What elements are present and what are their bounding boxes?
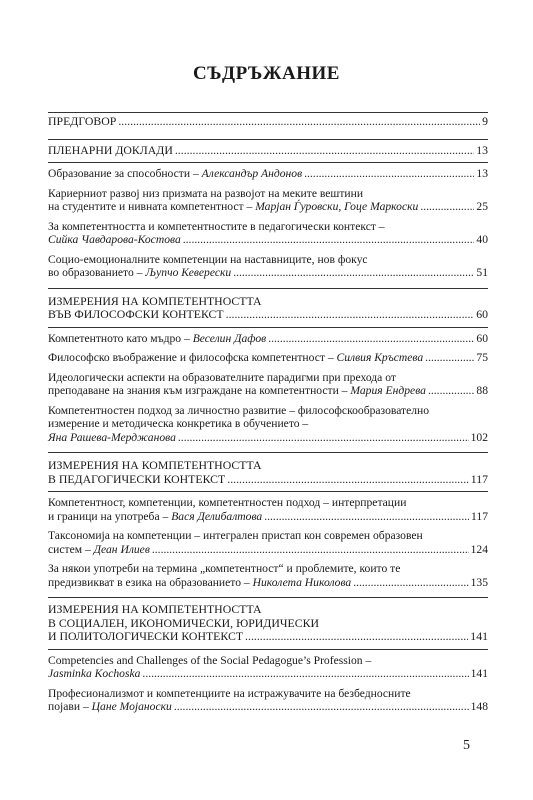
page-ref: 60 <box>476 307 488 321</box>
entry-last-line <box>48 510 488 524</box>
section-heading-row[interactable] <box>48 308 488 322</box>
page-ref: 117 <box>470 471 488 486</box>
toc-entry[interactable] <box>48 332 488 346</box>
section-heading: ПЛЕНАРНИ ДОКЛАДИ <box>48 142 173 157</box>
toc-entry[interactable] <box>48 253 488 280</box>
section-heading: И ПОЛИТОЛОГИЧЕСКИ КОНТЕКСТ <box>48 629 244 643</box>
toc-section <box>48 452 488 589</box>
dot-leader <box>428 384 474 398</box>
section-heading: ИЗМЕРЕНИЯ НА КОМПЕТЕНТНОСТТА <box>48 458 262 472</box>
entry-last-line <box>48 384 488 398</box>
entry-title: Философско въображение и философска компетентност – <box>48 351 337 364</box>
entry-title-line: Професионализмот и компетенциите на истражувачите на безбедносните <box>48 686 411 700</box>
section-heading-row[interactable] <box>48 630 488 644</box>
page-number: 5 <box>463 738 470 753</box>
toc-entry[interactable] <box>48 351 488 365</box>
toc-entry[interactable] <box>48 687 488 714</box>
toc-entry[interactable] <box>48 371 488 398</box>
dot-leader <box>175 144 474 158</box>
entry-last-line <box>48 200 488 214</box>
section-heading-row[interactable] <box>48 144 488 158</box>
entry-author: Jasminka Kochoska <box>48 667 141 680</box>
dot-leader <box>226 308 475 322</box>
page-ref: 124 <box>470 542 488 556</box>
entry-title-line: За някои употреби на термина „компетентност“ и проблемите, които те <box>48 562 401 575</box>
entry-title: систем – <box>48 542 94 556</box>
entry-author: Сийка Чавдарова-Костова <box>48 233 181 246</box>
page-ref: 141 <box>470 667 488 680</box>
section-heading: ВЪВ ФИЛОСОФСКИ КОНТЕКСТ <box>48 307 224 321</box>
page-ref: 75 <box>476 351 488 364</box>
entry-last-line <box>48 431 488 445</box>
entry-title: во образованието – <box>48 266 146 279</box>
dot-leader <box>227 473 468 487</box>
entry-title-text <box>48 351 423 365</box>
section-heading: ИЗМЕРЕНИЯ НА КОМПЕТЕНТНОСТТА <box>48 602 262 616</box>
page-ref: 40 <box>476 233 488 246</box>
section-heading: ИЗМЕРЕНИЯ НА КОМПЕТЕНТНОСТТА <box>48 293 262 308</box>
entry-last-line <box>48 543 488 557</box>
section-divider <box>48 162 488 163</box>
entry-title-text <box>48 543 150 557</box>
entry-title: предизвикват в езика на образованието – <box>48 575 253 589</box>
section-divider <box>48 327 488 328</box>
entry-title: преподаване на знания към изграждане на компетентности – <box>48 384 351 397</box>
page-ref: 25 <box>476 200 488 213</box>
section-divider <box>48 491 488 492</box>
entry-author: Цане Мојаноски <box>91 700 172 713</box>
entry-title: Образование за способности – <box>48 167 202 180</box>
page-ref: 13 <box>476 167 488 180</box>
entry-title: на студентите и нивната компетентност – <box>48 200 256 213</box>
toc-entry[interactable] <box>48 220 488 247</box>
page-ref: 141 <box>470 629 488 643</box>
dot-leader <box>178 431 469 445</box>
entry-title-text <box>48 576 351 590</box>
toc-entry[interactable] <box>48 562 488 589</box>
dot-leader <box>152 543 469 557</box>
entry-author: Яна Рашева-Мерджанова <box>48 430 176 444</box>
entry-author: Марјан Ѓуровски, Гоце Маркоски <box>255 200 419 213</box>
dot-leader <box>245 630 468 644</box>
entry-title-line: Competencies and Challenges of the Social Pedagogue’s Profession – <box>48 653 372 667</box>
entry-last-line <box>48 667 488 681</box>
page-ref: 51 <box>476 266 488 279</box>
entry-author: Силвия Кръстева <box>336 351 424 364</box>
toc-section <box>48 597 488 714</box>
toc-section <box>48 288 488 445</box>
toc-section <box>48 139 488 280</box>
section-heading: В СОЦИАЛЕН, ИКОНОМИЧЕСКИ, ЮРИДИЧЕСКИ <box>48 615 319 630</box>
entry-title-text <box>48 700 172 714</box>
entry-author: Николета Николова <box>252 575 352 589</box>
dot-leader <box>233 266 474 280</box>
entry-title-text <box>48 510 262 524</box>
toc-entry[interactable] <box>48 167 488 181</box>
dot-leader <box>142 667 468 681</box>
dot-leader <box>268 332 474 346</box>
table-of-contents <box>48 112 488 714</box>
entry-title-text <box>48 667 140 681</box>
toc-entry[interactable] <box>48 496 488 523</box>
entry-title-text <box>48 266 231 280</box>
page-ref: 102 <box>470 430 488 444</box>
entry-author: Веселин Дафов <box>192 331 267 345</box>
page-ref: 117 <box>471 509 488 523</box>
dot-leader <box>118 115 480 129</box>
entry-author: Мария Ендрева <box>350 384 426 397</box>
toc-entry[interactable] <box>48 529 488 556</box>
page-title: СЪДРЪЖАНИЕ <box>193 63 340 84</box>
page-ref: 135 <box>470 575 488 589</box>
entry-title-text <box>48 332 266 346</box>
dot-leader <box>264 510 469 524</box>
entry-last-line <box>48 351 488 365</box>
entry-title-text <box>48 233 181 247</box>
entry-title-line: Кариерниот развој низ призмата на развојот на меките вештини <box>48 186 364 200</box>
dot-leader <box>425 351 474 365</box>
toc-entry[interactable] <box>48 187 488 214</box>
page-ref: 88 <box>476 384 488 397</box>
entry-title: појави – <box>48 700 92 713</box>
entry-title-line: Таксономија на компетенции – интегрален пристап кон современ образовен <box>48 529 423 542</box>
entry-title-text <box>48 167 302 181</box>
entry-title-line: Социо-емоционалните компетенции на наставниците, нов фокус <box>48 252 368 266</box>
entry-title-text <box>48 431 176 445</box>
dot-leader <box>353 576 468 590</box>
dot-leader <box>304 167 474 181</box>
entry-title-text <box>48 200 418 214</box>
entry-author: Деан Илиев <box>93 542 150 556</box>
entry-title-line: За компетентността и компетентностите в педагогически контекст – <box>48 219 385 233</box>
dot-leader <box>183 233 475 247</box>
entry-last-line <box>48 233 488 247</box>
section-heading: В ПЕДАГОГИЧЕСКИ КОНТЕКСТ <box>48 471 226 486</box>
toc-entry[interactable] <box>48 404 488 445</box>
toc-section-preface <box>48 112 488 129</box>
page-ref: 148 <box>470 700 488 713</box>
entry-last-line <box>48 576 488 590</box>
toc-entry-preface[interactable] <box>48 115 488 129</box>
entry-author: Александър Андонов <box>201 167 303 180</box>
dot-leader <box>420 200 474 214</box>
section-heading-row[interactable] <box>48 473 488 487</box>
entry-title-line: Идеологически аспекти на образователните парадигми при прехода от <box>48 370 396 384</box>
section-heading: ПРЕДГОВОР <box>48 114 117 128</box>
dot-leader <box>174 700 469 714</box>
entry-last-line <box>48 167 488 181</box>
entry-author: Љупчо Кеверески <box>145 266 232 279</box>
page-ref: 60 <box>476 331 488 345</box>
page-ref: 9 <box>482 114 488 128</box>
entry-last-line <box>48 700 488 714</box>
entry-title-text <box>48 384 426 398</box>
entry-last-line <box>48 332 488 346</box>
toc-entry[interactable] <box>48 654 488 681</box>
entry-title: Компетентното като мъдро – <box>48 331 193 345</box>
entry-title-line: Компетентностен подход за личностно развитие – философскообразователно <box>48 403 430 417</box>
entry-title: и граници на употреба – <box>48 509 172 523</box>
entry-title-line: Компетентност, компетенции, компетентностен подход – интерпретации <box>48 496 407 509</box>
entry-title-line: измерение и методическа конкретика в обучението – <box>48 417 309 430</box>
page-ref: 13 <box>476 142 488 157</box>
entry-last-line <box>48 266 488 280</box>
entry-author: Вася Делибалтова <box>171 509 263 523</box>
section-divider <box>48 649 488 650</box>
